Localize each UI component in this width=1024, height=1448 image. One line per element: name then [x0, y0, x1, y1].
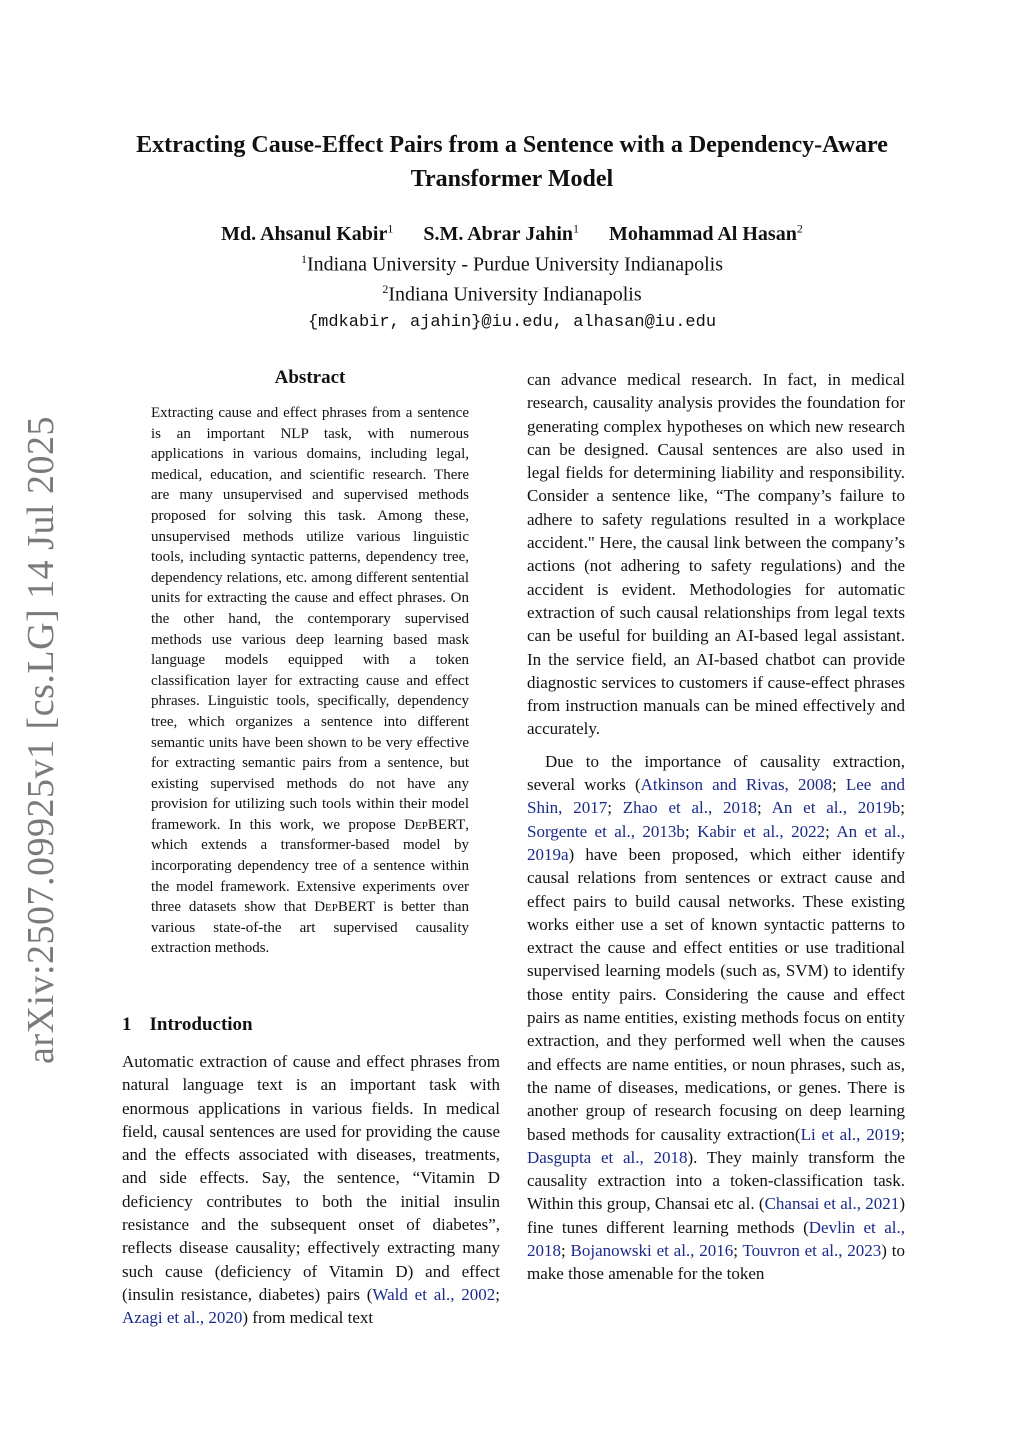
citation-link[interactable]: Touvron et al., 2023 [742, 1240, 882, 1260]
citation-link[interactable]: Atkinson and Rivas, 2008 [640, 775, 832, 795]
citation-link[interactable]: Dasgupta et al., 2018 [527, 1147, 688, 1167]
paragraph-text: ) have been proposed, which either identify causal relations from sentences or extract cause and effect pairs to build causal networks. These existing works either use a set of known syntactic patterns to extract the cause and effect entities or use traditional supervised learning models (such as, SVM) to identify those entity pairs. Considering the cause and effect pairs as name entities, existing methods focus on entity extraction, and they performed well when the causes and effects are name entities, or noun phrases, such as, the name of diseases, medications, or genes. There is another group of research focusing on deep learning based methods for causality extraction( [527, 844, 905, 1144]
abstract-part-1: Extracting cause and effect phrases from a sentence is an important NLP task, with numerous applications in various domains, including legal, medical, education, and scientific research. There are many unsupervised and supervised methods proposed for solving this task. Among these, unsupervised methods utilize various linguistic tools, including syntactic patterns, dependency tree, dependency relations, etc. among different sentential units for extracting the cause and effect phrases. On the other hand, the contemporary supervised methods use various deep learning based mask language models equipped with a token classification layer for extracting cause and effect phrases. Linguistic tools, specifically, dependency tree, which organizes a sentence into different semantic units have been shown to be very effective for extracting semantic pairs from a sentence, but existing supervised methods do not have any provision for utilizing such tools within their model framework. In this work, we propose [151, 405, 469, 833]
author-1-name: Md. Ahsanul Kabir [221, 222, 388, 245]
model-name: DepBERT [404, 816, 466, 833]
affiliation-1-mark: 1 [300, 251, 307, 266]
intro-text: ) from medical text [242, 1308, 374, 1328]
author-1-affil: 1 [387, 221, 394, 235]
author-block [100, 216, 924, 335]
author-3-affil: 2 [796, 221, 803, 235]
citation-link[interactable]: Chansai et al., 2021 [764, 1194, 900, 1214]
intro-right-column [527, 368, 905, 1286]
citation-link[interactable]: Azagi et al., 2020 [122, 1308, 243, 1328]
author-emails: {mdkabir, ajahin}@iu.edu, alhasan@iu.edu [307, 312, 717, 332]
model-name: DepBERT [314, 899, 376, 916]
citation-link[interactable]: Li et al., 2019 [800, 1124, 901, 1144]
abstract-part-3: is better than various state-of-the art supervised causality extraction methods. [151, 899, 469, 957]
affiliation-1-text: Indiana University - Purdue University Indianapolis [306, 253, 724, 276]
author-2-name: S.M. Abrar Jahin [423, 222, 574, 245]
affiliation-2-mark: 2 [382, 282, 389, 297]
affiliation-1 [100, 247, 924, 278]
author-1 [221, 223, 393, 245]
citation-link[interactable]: Wald et al., 2002 [372, 1284, 496, 1304]
paragraph-text: ). They mainly transform the causality extraction into a token-classification task. Within this group, Chansai etc al. ( [527, 1147, 905, 1214]
abstract-part-2: , which extends a transformer-based model by incorporating dependency tree of a sentence within the model framework. Extensive experiments over three datasets show that [151, 816, 469, 916]
section-number: 1 [122, 1014, 132, 1035]
section-title: Introduction [149, 1014, 253, 1035]
author-2-affil: 1 [573, 221, 580, 235]
citation-link[interactable]: An et al., 2019b [771, 798, 901, 818]
citation-link[interactable]: Zhao et al., 2018 [622, 798, 758, 818]
paragraph: Due to the importance of causality extraction, several works (Atkinson and Rivas, 2008; Lee and Shin, 2017; Zhao et al., 2018; An et al., 2019b; Sorgente et al., 2013b; Kabir et al., 2022; An et al., 2019a) have been proposed, which either identify causal relations from sentences or extract cause and effect pairs to build causal networks. These existing works either use a set of known syntactic patterns to extract the cause and effect entities or use traditional supervised learning models (such as, SVM) to identify those entity pairs. Considering the cause and effect pairs as name entities, existing methods focus on entity extraction, and they performed well when the causes and effects are name entities, or noun phrases, such as, the name of diseases, medications, or genes. There is another group of research focusing on deep learning based methods for causality extraction(Li et al., 2019; Dasgupta et al., 2018). They mainly transform the causality extraction into a token-classification task. Within this group, Chansai etc al. (Chansai et al., 2021) fine tunes different learning methods (Devlin et al., 2018; Bojanowski et al., 2016; Touvron et al., 2023) to make those amenable for the token [527, 751, 906, 1284]
citation-link[interactable]: Sorgente et al., 2013b [527, 821, 685, 841]
abstract-heading: Abstract [274, 367, 346, 388]
intro-text: Automatic extraction of cause and effect phrases from natural language text is an important task with enormous applications in various fields. In medical field, causal sentences are used for providing the cause and the effects associated with diseases, treatments, and side effects. Say, the sentence, “Vitamin D deficiency contributes to both the initial insulin resistance and the subsequent onset of diabetes”, reflects disease causality; effectively extracting many such cause (deficiency of Vitamin D) and effect (insulin resistance, diabetes) pairs ( [122, 1052, 500, 1304]
paragraph-text: Due to the importance of causality extraction, several works ( [527, 751, 905, 795]
affiliation-2 [100, 277, 924, 308]
intro-left-column: Automatic extraction of cause and effect phrases from natural language text is an important task with enormous applications in various fields. In medical field, causal sentences are used for providing the cause and the effects associated with diseases, treatments, and side effects. Say, the sentence, “Vitamin D deficiency contributes to both the initial insulin resistance and the subsequent onset of diabetes”, reflects disease causality; effectively extracting many such cause (deficiency of Vitamin D) and effect (insulin resistance, diabetes) pairs (Wald et al., 2002; Azagi et al., 2020) from medical text [122, 1052, 500, 1328]
citation-link[interactable]: Kabir et al., 2022 [697, 821, 826, 841]
section-heading-introduction [122, 1014, 502, 1036]
abstract-text [151, 403, 469, 959]
citation-link[interactable]: Devlin et al., 2018 [527, 1217, 905, 1260]
citation-link[interactable]: Bojanowski et al., 2016 [570, 1240, 734, 1260]
citation-link[interactable]: An et al., 2019a [527, 821, 905, 864]
citation-link[interactable]: Lee and Shin, 2017 [527, 775, 905, 818]
paragraph-text: ) to make those amenable for the token [527, 1240, 905, 1284]
paper-title: Extracting Cause-Effect Pairs from a Sentence with a Dependency-Aware Transformer Model [136, 132, 888, 192]
arxiv-identifier: arXiv:2507.09925v1 [cs.LG] 14 Jul 2025 [20, 415, 63, 1065]
arxiv-sidebar-stamp [18, 415, 64, 1065]
paragraph: can advance medical research. In fact, in medical research, causality analysis provides the foundation for generating complex hypotheses on which new research can be designed. Causal sentences are also used in legal fields for determining liability and responsibility. Consider a sentence like, “The company’s failure to adhere to safety regulations resulted in a workplace accident." Here, the causal link between the company’s actions (not adhering to safety regulations) and the accident is evident. Methodologies for automatic extraction of such causal relationships from legal texts can be useful for building an AI-based legal assistant. In the service field, an AI-based chatbot can provide diagnostic services to customers if cause-effect phrases from instruction manuals can be mined effectively and accurately. [527, 370, 905, 739]
author-3-name: Mohammad Al Hasan [609, 222, 797, 245]
author-2 [423, 223, 579, 245]
paragraph-text: ) fine tunes different learning methods ( [527, 1194, 905, 1237]
author-3 [609, 223, 803, 245]
affiliation-2-text: Indiana University Indianapolis [388, 283, 642, 306]
author-names [100, 216, 924, 247]
